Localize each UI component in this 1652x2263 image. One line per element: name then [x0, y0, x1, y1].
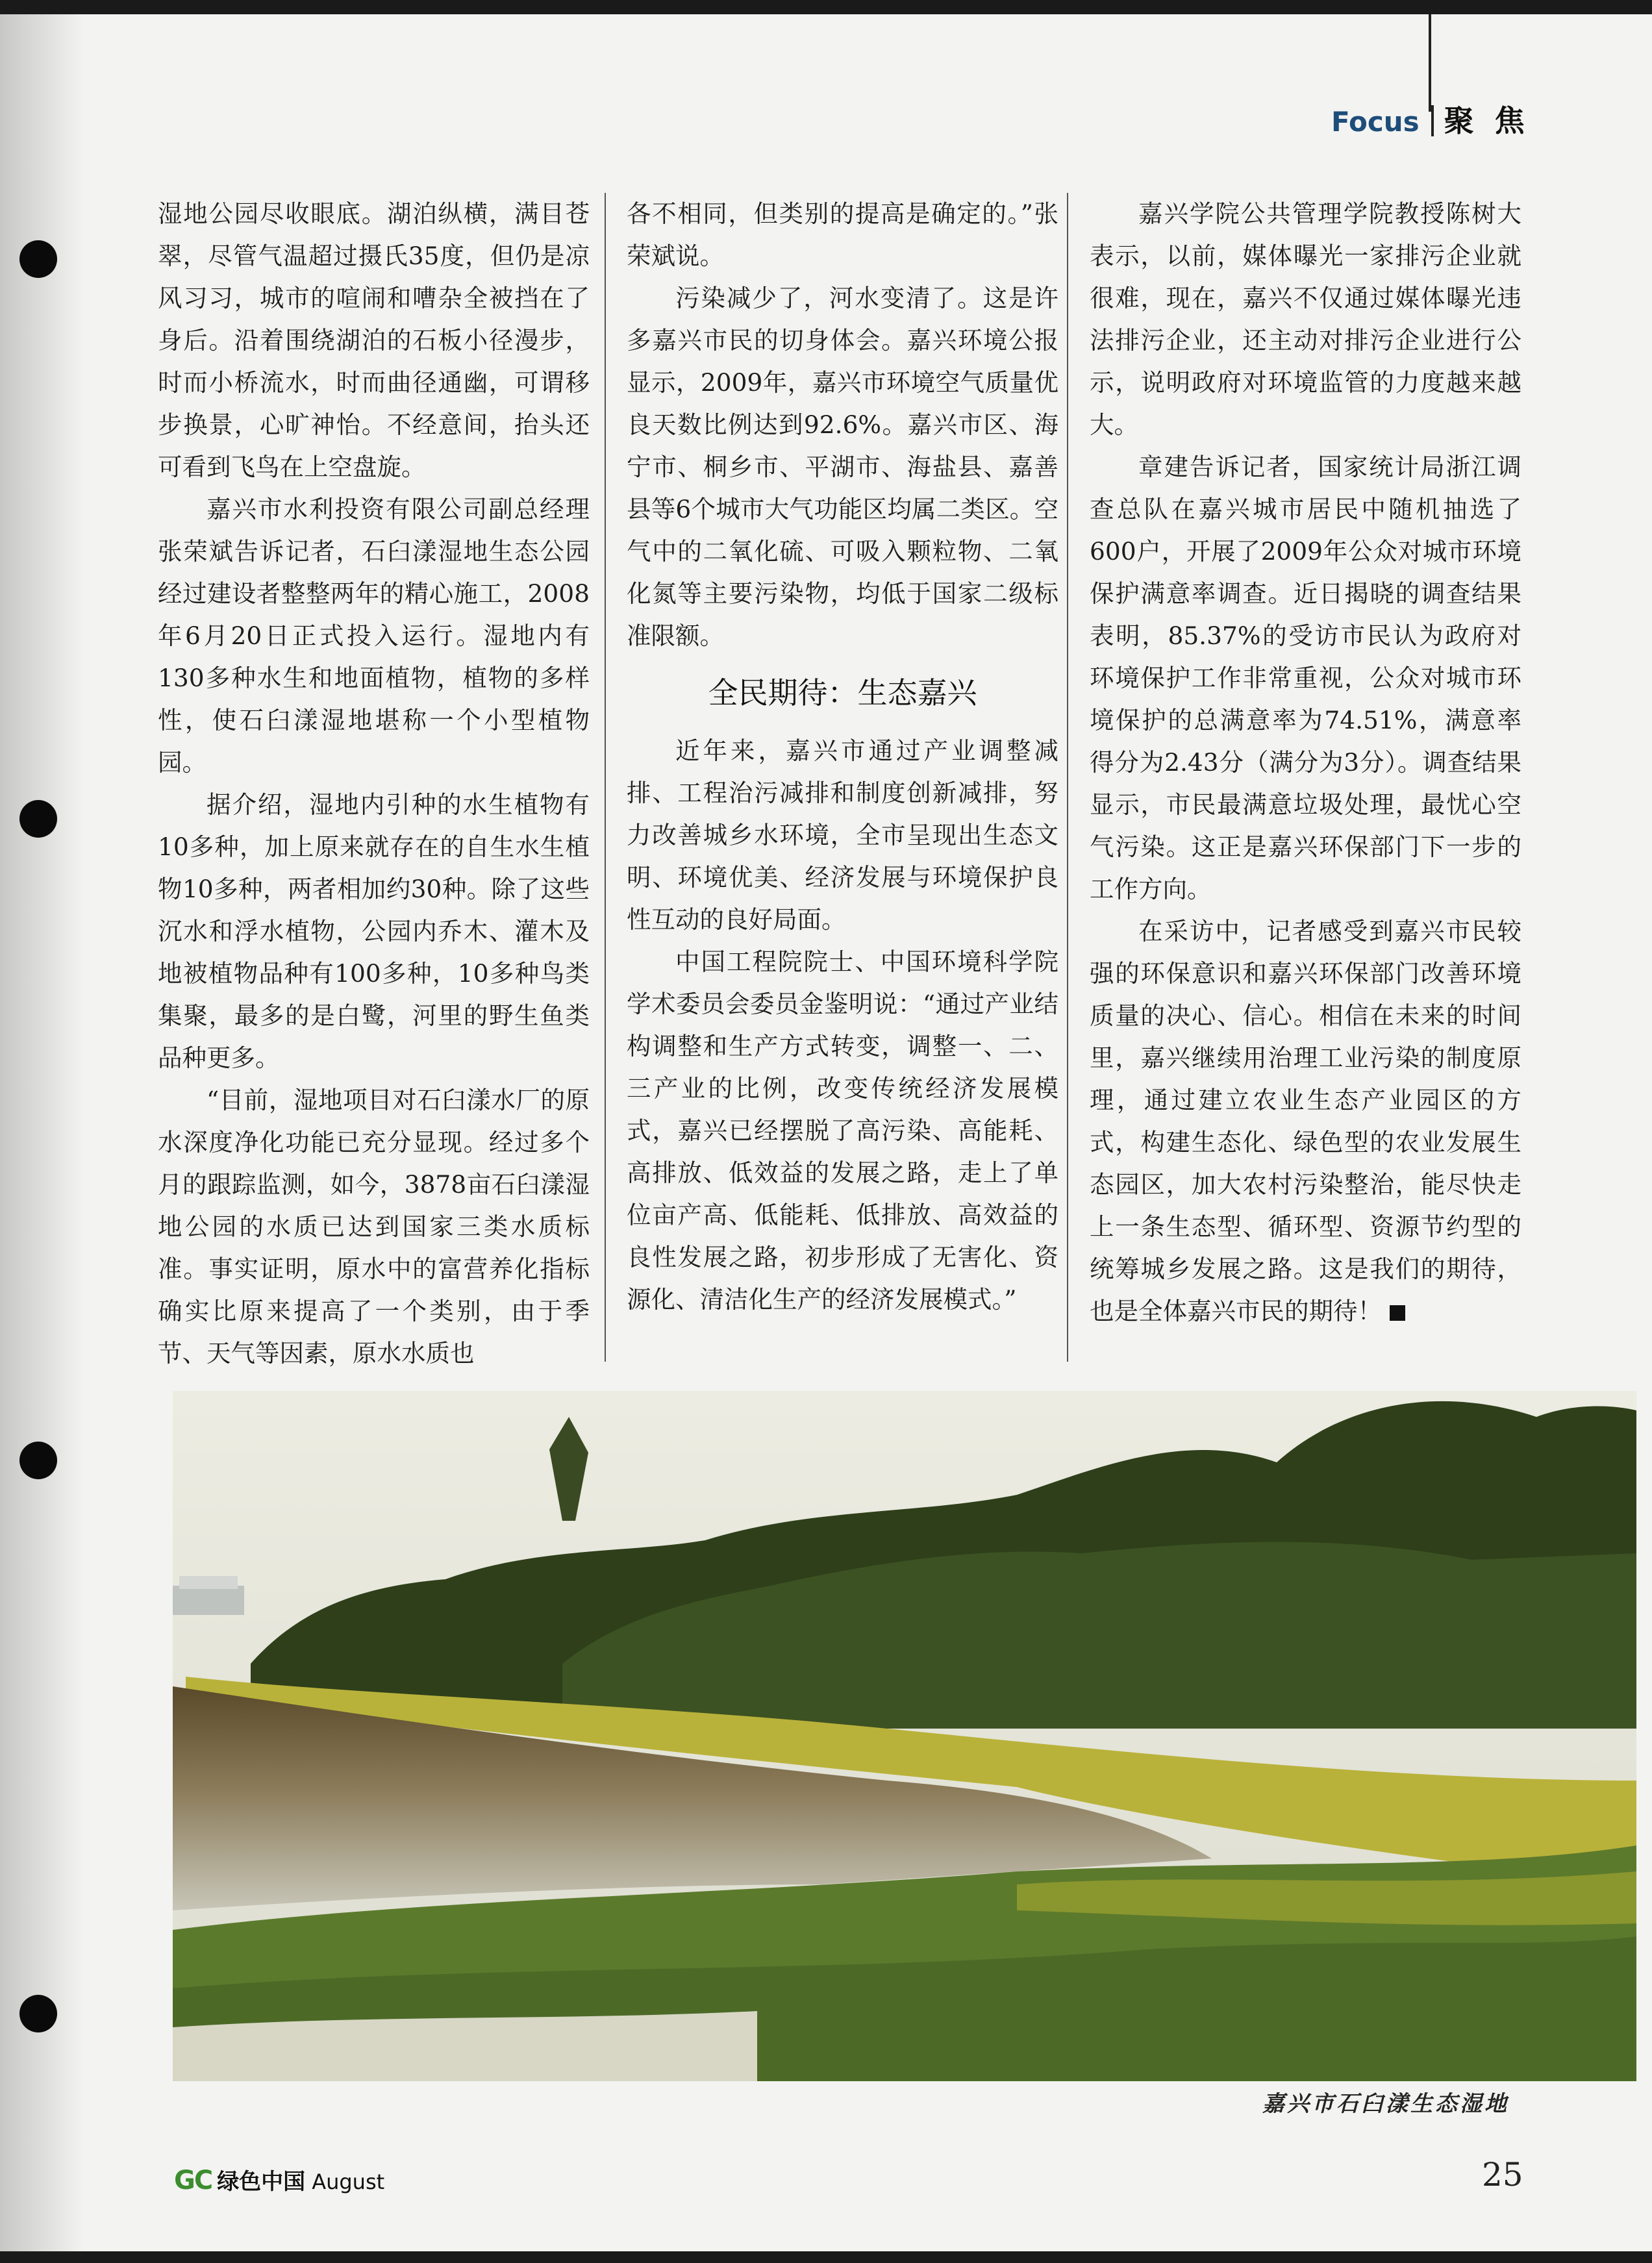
paragraph: 近年来，嘉兴市通过产业调整减排、工程治污减排和制度创新减排，努力改善城乡水环境，全市呈现出生态文明、环境优美、经济发展与环境保护良性互动的良好局面。	[627, 736, 1058, 934]
end-of-article-mark	[1390, 1305, 1405, 1321]
article-column-3	[1090, 193, 1521, 1332]
magazine-footer	[174, 2164, 384, 2195]
issue-month: August	[312, 2169, 385, 2194]
section-label-en: Focus	[1331, 106, 1420, 138]
paragraph: “目前，湿地项目对石臼漾水厂的原水深度净化功能已充分显现。经过多个月的跟踪监测，如今，3878亩石臼漾湿地公园的水质已达到国家三类水质标准。事实证明，原水中的富营养化指标确实比原来提高了一个类别，由于季节、天气等因素，原水水质也	[158, 1086, 590, 1368]
paragraph: 嘉兴市水利投资有限公司副总经理张荣斌告诉记者，石臼漾湿地生态公园经过建设者整整两年的精心施工，2008年6月20日正式投入运行。湿地内有130多种水生和地面植物，植物的多样性，使石臼漾湿地堪称一个小型植物园。	[158, 495, 590, 777]
paragraph: 污染减少了，河水变清了。这是许多嘉兴市民的切身体会。嘉兴环境公报显示，2009年，嘉兴市环境空气质量优良天数比例达到92.6%。嘉兴市区、海宁市、桐乡市、平湖市、海盐县、嘉善县等6个城市大气功能区均属二类区。空气中的二氧化硫、可吸入颗粒物、二氧化氮等主要污染物，均低于国家二级标准限额。	[627, 284, 1058, 650]
header-separator	[1431, 105, 1434, 136]
magazine-page	[0, 14, 1652, 2251]
binder-hole	[19, 1442, 57, 1479]
paragraph: 各不相同，但类别的提高是确定的。”张荣斌说。	[627, 199, 1058, 270]
paragraph: 嘉兴学院公共管理学院教授陈树大表示，以前，媒体曝光一家排污企业就很难，现在，嘉兴不仅通过媒体曝光违法排污企业，还主动对排污企业进行公示，说明政府对环境监管的力度越来越大。	[1090, 199, 1521, 439]
section-header	[1331, 97, 1530, 140]
article-column-2	[627, 193, 1058, 1321]
column-divider	[1067, 193, 1068, 1362]
closing-paragraph-text: 在采访中，记者感受到嘉兴市民较强的环保意识和嘉兴环保部门改善环境质量的决心、信心。相信在未来的时间里，嘉兴继续用治理工业污染的制度原理，通过建立农业生态产业园区的方式，构建生态化、绿色型的农业发展生态园区，加大农村污染整治，能尽快走上一条生态型、循环型、资源节约型的统筹城乡发展之路。这是我们的期待，也是全体嘉兴市民的期待！	[1090, 917, 1521, 1325]
binder-hole	[19, 1995, 57, 2032]
paragraph	[1090, 910, 1521, 1332]
section-label-zh: 聚 焦	[1444, 103, 1530, 138]
magazine-logo: GC	[174, 2166, 212, 2195]
magazine-name: 绿色中国	[217, 2169, 306, 2195]
paragraph: 湿地公园尽收眼底。湖泊纵横，满目苍翠，尽管气温超过摄氏35度，但仍是凉风习习，城市的喧闹和嘈杂全被挡在了身后。沿着围绕湖泊的石板小径漫步，时而小桥流水，时而曲径通幽，可谓移步换景，心旷神怡。不经意间，抬头还可看到飞鸟在上空盘旋。	[158, 199, 590, 481]
page-number: 25	[1482, 2156, 1523, 2194]
paragraph: 据介绍，湿地内引种的水生植物有10多种，加上原来就存在的自生水生植物10多种，两者相加约30种。除了这些沉水和浮水植物，公园内乔木、灌木及地被植物品种有100多种，10多种鸟类集聚，最多的是白鹭，河里的野生鱼类品种更多。	[158, 790, 590, 1072]
column-divider	[605, 193, 606, 1362]
section-subheading: 全民期待：生态嘉兴	[708, 675, 977, 710]
article-column-1	[158, 193, 590, 1375]
paragraph: 中国工程院院士、中国环境科学院学术委员会委员金鉴明说：“通过产业结构调整和生产方式转变，调整一、二、三产业的比例，改变传统经济发展模式，嘉兴已经摆脱了高污染、高能耗、高排放、低效益的发展之路，走上了单位亩产高、低能耗、低排放、高效益的良性发展之路，初步形成了无害化、资源化、清洁化生产的经济发展模式。”	[627, 947, 1058, 1314]
photo-caption: 嘉兴市石臼漾生态湿地	[1262, 2091, 1509, 2117]
binder-hole	[19, 240, 57, 278]
wetland-photo	[173, 1391, 1636, 2081]
page-edge-shadow	[0, 14, 84, 2251]
paragraph: 章建告诉记者，国家统计局浙江调查总队在嘉兴城市居民中随机抽选了600户，开展了2009年公众对城市环境保护满意率调查。近日揭晓的调查结果表明，85.37%的受访市民认为政府对环境保护工作非常重视，公众对城市环境保护的总满意率为74.51%，满意率得分为2.43分（满分为3分）。调查结果显示，市民最满意垃圾处理，最忧心空气污染。这正是嘉兴环保部门下一步的工作方向。	[1090, 453, 1521, 903]
binder-hole	[19, 800, 57, 838]
